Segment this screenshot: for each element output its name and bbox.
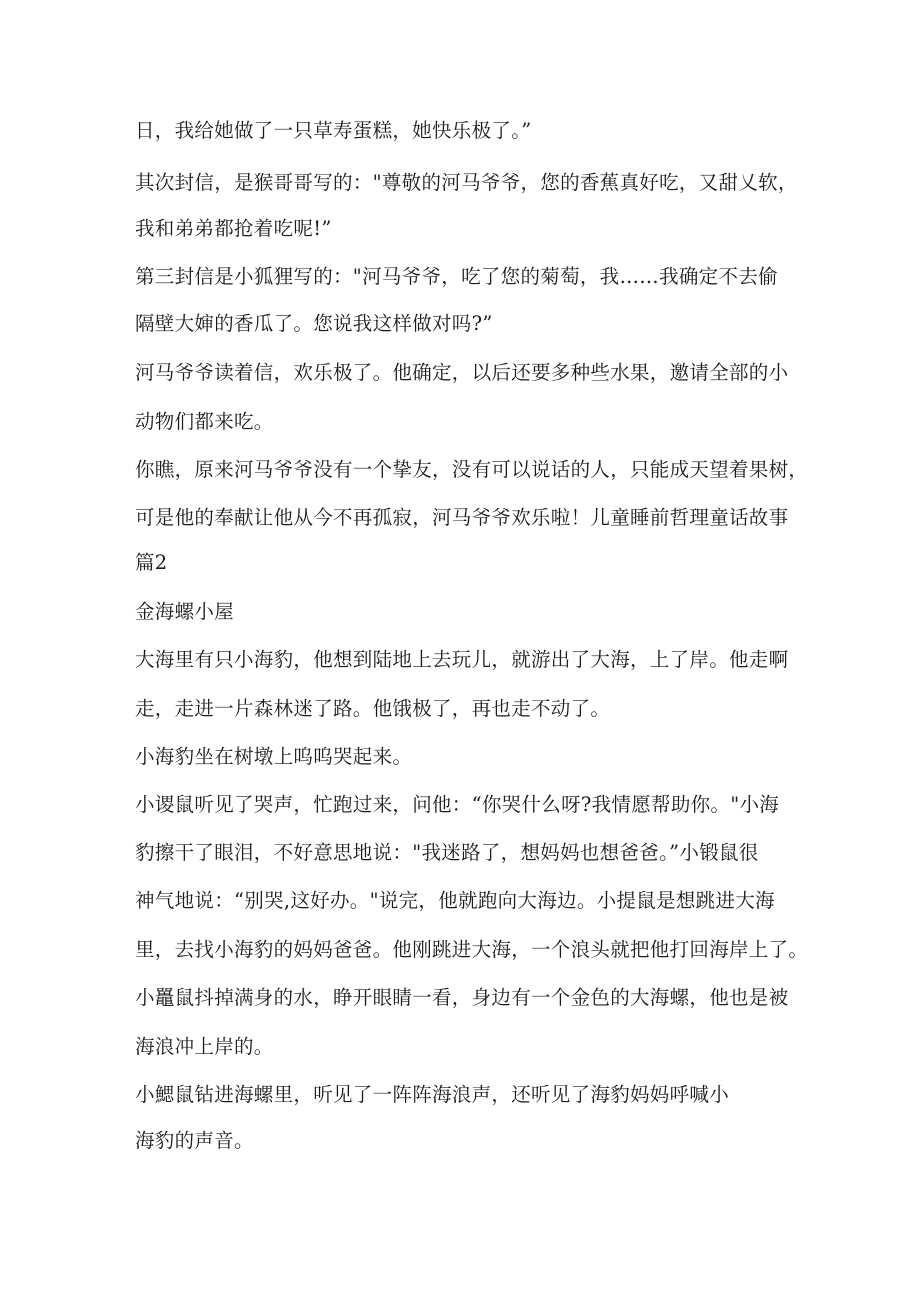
text-line: 日，我给她做了一只草寿蛋糕，她快乐极了。”	[135, 119, 532, 142]
text-line: 小海豹坐在树墩上呜呜哭起来。	[135, 745, 413, 768]
text-line: 动物们都来吃。	[135, 410, 274, 433]
text-line: 篇2	[135, 551, 168, 574]
text-line: 你瞧，原来河马爷爷没有一个挚友，没有可以说话的人，只能成天望着果树，	[135, 458, 809, 481]
text-line: 小鼉鼠抖掉满身的水，睁开眼睛一看，身边有一个金色的大海螺，他也是被	[135, 986, 789, 1009]
text-line: 小鰓鼠钻进海螺里，听见了一阵阵海浪声，还听见了海豹妈妈呼喊小	[135, 1083, 730, 1106]
text-line: 里，去找小海豹的妈妈爸爸。他刚跳进大海，一个浪头就把他打回海岸上了。	[135, 938, 809, 961]
text-line: 河马爷爷读着信，欢乐极了。他确定，以后还要多种些水果，邀请全部的小	[135, 361, 789, 384]
text-line: 豹擦干了眼泪，不好意思地说："我迷路了，想妈妈也想爸爸。”小锻鼠很	[135, 841, 759, 864]
text-line: 神气地说：“别哭,这好办。"说完，他就跑向大海边。小提鼠是想跳进大海	[135, 889, 775, 912]
text-line: 我和弟弟都抢着吃呢!”	[135, 217, 332, 240]
text-line: 小谡鼠听见了哭声，忙跑过来，问他：“你哭什么呀?我情愿帮助你。"小海	[135, 793, 780, 816]
text-line: 海浪冲上岸的。	[135, 1035, 274, 1058]
text-line: 其次封信，是猴哥哥写的："尊敬的河马爷爷，您的香蕉真好吃，又甜乂软，	[135, 171, 798, 194]
text-line: 大海里有只小海豹，他想到陆地上去玩儿，就游出了大海，上了岸。他走啊	[135, 648, 789, 671]
text-line: 海豹的声音。	[135, 1129, 254, 1152]
text-line: 走，走进一片森林迷了路。他饿极了，再也走不动了。	[135, 697, 611, 720]
section-title: 金海螺小屋	[135, 600, 235, 623]
text-line: 可是他的奉献让他从今不再孤寂，河马爷爷欢乐啦！儿童睡前哲理童话故事	[135, 506, 789, 529]
text-line: 第三封信是小狐狸写的："河马爷爷，吃了您的菊萄，我……我确定不去偷	[135, 265, 778, 288]
text-line: 隔壁大婶的香瓜了。您说我这样做对吗?”	[135, 312, 493, 335]
